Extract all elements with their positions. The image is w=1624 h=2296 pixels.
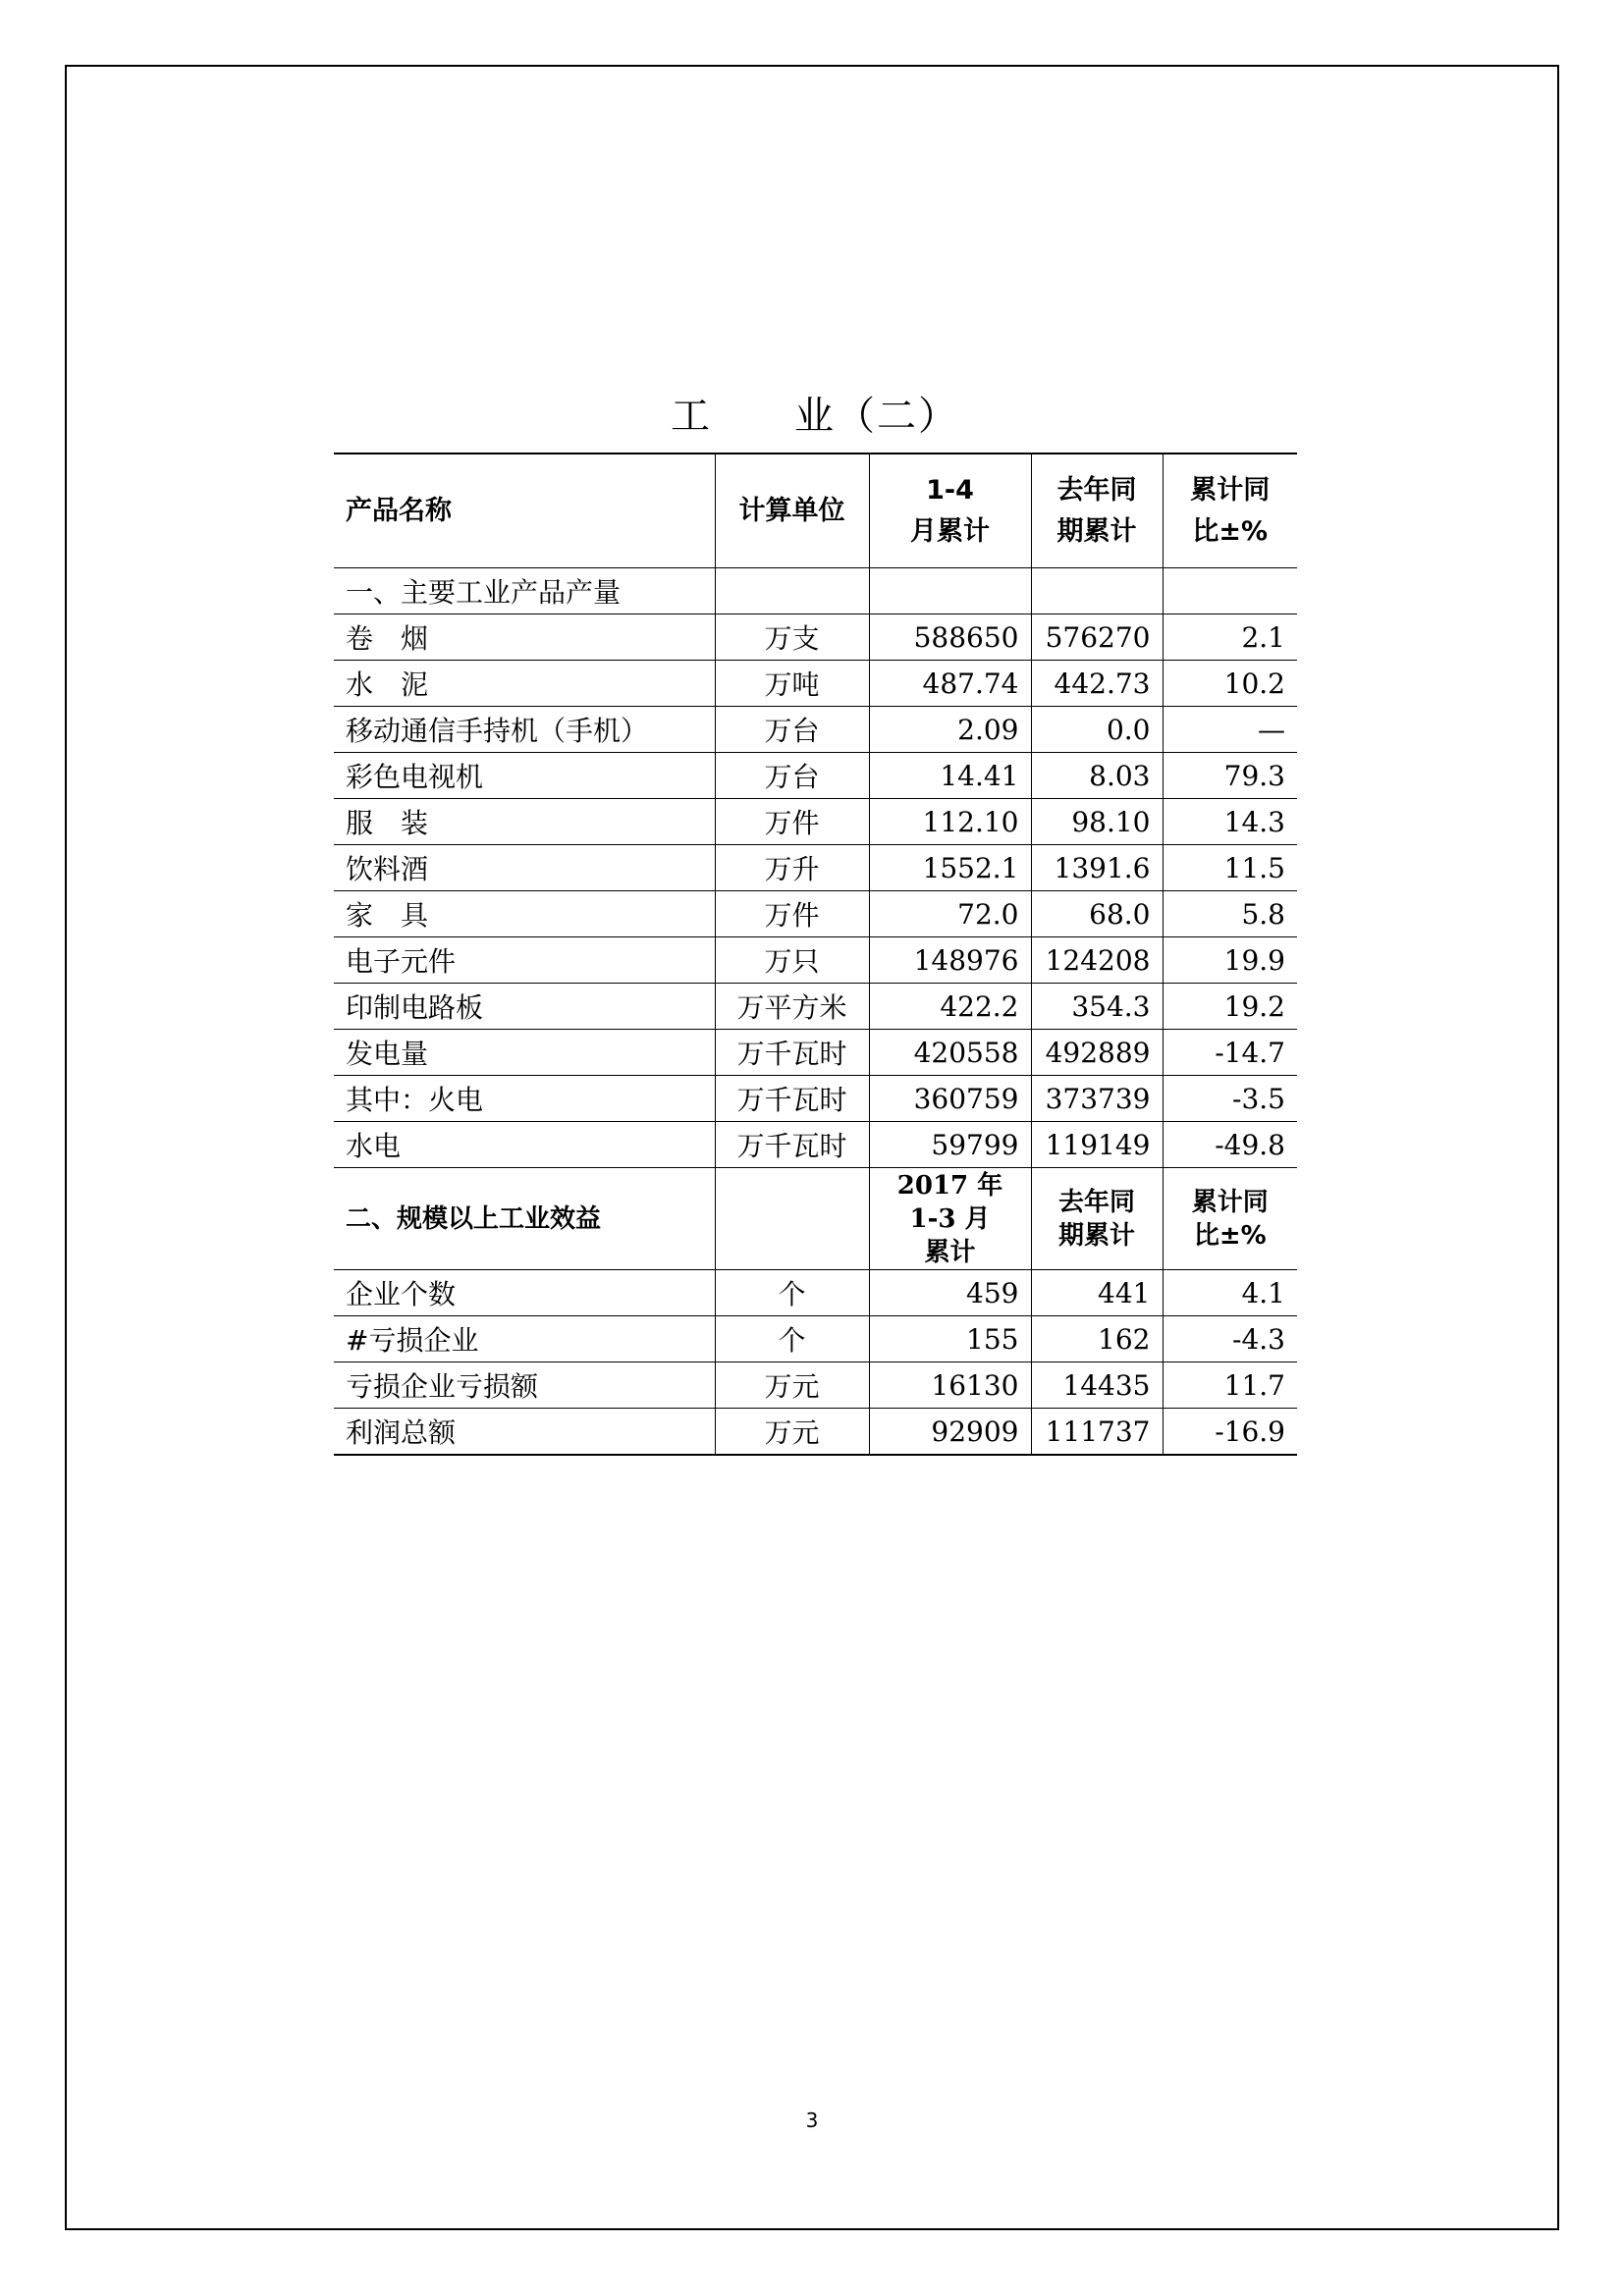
benefit-name: 企业个数 <box>334 1270 715 1316</box>
product-name: 卷 烟 <box>334 614 715 661</box>
unit: 万元 <box>715 1409 869 1456</box>
pct: — <box>1163 707 1297 753</box>
table-row <box>334 984 1297 1030</box>
pct: 79.3 <box>1163 753 1297 799</box>
last-year: 1391.6 <box>1031 845 1163 891</box>
last-year: 373739 <box>1031 1076 1163 1122</box>
product-name: 移动通信手持机（手机） <box>334 707 715 753</box>
unit: 万台 <box>715 753 869 799</box>
unit: 万只 <box>715 937 869 984</box>
header2-last-year <box>1031 1168 1163 1270</box>
header-last-line2: 期累计 <box>1056 515 1137 547</box>
pct: 11.5 <box>1163 845 1297 891</box>
header-name: 产品名称 <box>334 454 715 568</box>
table-header-row <box>334 454 1297 568</box>
header-period-line1: 1-4 <box>926 474 974 506</box>
product-name: 电子元件 <box>334 937 715 984</box>
pct: 4.1 <box>1163 1270 1297 1316</box>
unit: 万平方米 <box>715 984 869 1030</box>
last-year: 124208 <box>1031 937 1163 984</box>
pct: 10.2 <box>1163 661 1297 707</box>
last-year: 492889 <box>1031 1030 1163 1076</box>
header-period <box>869 454 1031 568</box>
value: 148976 <box>869 937 1031 984</box>
product-name: 水 泥 <box>334 661 715 707</box>
value: 92909 <box>869 1409 1031 1456</box>
unit: 万千瓦时 <box>715 1122 869 1168</box>
header-pct-line2: 比±% <box>1192 515 1269 547</box>
table-row <box>334 891 1297 937</box>
table-row <box>334 753 1297 799</box>
last-year: 119149 <box>1031 1122 1163 1168</box>
table-row <box>334 1270 1297 1316</box>
header-unit: 计算单位 <box>715 454 869 568</box>
header2-last-line2: 期累计 <box>1057 1220 1135 1251</box>
header2-period <box>869 1168 1031 1270</box>
product-name: 彩色电视机 <box>334 753 715 799</box>
pct: 14.3 <box>1163 799 1297 845</box>
table-row <box>334 1030 1297 1076</box>
table-row <box>334 1076 1297 1122</box>
page-title: 工 业（二） <box>671 394 959 439</box>
page-number: 3 <box>805 2109 819 2132</box>
header-pct-line1: 累计同 <box>1190 474 1271 506</box>
pct: -16.9 <box>1163 1409 1297 1456</box>
pct: 19.9 <box>1163 937 1297 984</box>
section2-title: 二、规模以上工业效益 <box>334 1168 715 1270</box>
unit: 万吨 <box>715 661 869 707</box>
pct: -14.7 <box>1163 1030 1297 1076</box>
table-row <box>334 799 1297 845</box>
unit: 个 <box>715 1316 869 1362</box>
value: 72.0 <box>869 891 1031 937</box>
value: 59799 <box>869 1122 1031 1168</box>
product-name: 饮料酒 <box>334 845 715 891</box>
unit: 万台 <box>715 707 869 753</box>
value: 1552.1 <box>869 845 1031 891</box>
table-row <box>334 1409 1297 1456</box>
pct: -3.5 <box>1163 1076 1297 1122</box>
value: 2.09 <box>869 707 1031 753</box>
value: 422.2 <box>869 984 1031 1030</box>
value: 588650 <box>869 614 1031 661</box>
benefit-name: 利润总额 <box>334 1409 715 1456</box>
last-year: 354.3 <box>1031 984 1163 1030</box>
product-name: 其中：火电 <box>334 1076 715 1122</box>
last-year: 8.03 <box>1031 753 1163 799</box>
header2-last-line1: 去年同 <box>1057 1187 1135 1217</box>
table-row <box>334 614 1297 661</box>
last-year: 68.0 <box>1031 891 1163 937</box>
unit: 个 <box>715 1270 869 1316</box>
value: 112.10 <box>869 799 1031 845</box>
pct: 5.8 <box>1163 891 1297 937</box>
table-row <box>334 937 1297 984</box>
last-year: 111737 <box>1031 1409 1163 1456</box>
value: 360759 <box>869 1076 1031 1122</box>
product-name: 家 具 <box>334 891 715 937</box>
value: 420558 <box>869 1030 1031 1076</box>
table-row <box>334 1362 1297 1409</box>
value: 155 <box>869 1316 1031 1362</box>
header2-pct <box>1163 1168 1297 1270</box>
pct: 11.7 <box>1163 1362 1297 1409</box>
unit: 万件 <box>715 799 869 845</box>
product-name: 服 装 <box>334 799 715 845</box>
last-year: 14435 <box>1031 1362 1163 1409</box>
header2-pct-line2: 比±% <box>1193 1220 1267 1251</box>
section-row <box>334 568 1297 614</box>
last-year: 441 <box>1031 1270 1163 1316</box>
section-title: 一、主要工业产品产量 <box>334 568 715 614</box>
last-year: 162 <box>1031 1316 1163 1362</box>
benefit-name: 亏损企业亏损额 <box>334 1362 715 1409</box>
benefit-name: #亏损企业 <box>334 1316 715 1362</box>
pct: -49.8 <box>1163 1122 1297 1168</box>
header2-pct-line1: 累计同 <box>1191 1187 1269 1217</box>
product-name: 印制电路板 <box>334 984 715 1030</box>
header-pct <box>1163 454 1297 568</box>
unit: 万支 <box>715 614 869 661</box>
unit: 万千瓦时 <box>715 1076 869 1122</box>
last-year: 442.73 <box>1031 661 1163 707</box>
table-row <box>334 707 1297 753</box>
table-row <box>334 661 1297 707</box>
pct: 2.1 <box>1163 614 1297 661</box>
section2-header-row <box>334 1168 1297 1270</box>
unit: 万千瓦时 <box>715 1030 869 1076</box>
pct: -4.3 <box>1163 1316 1297 1362</box>
unit: 万件 <box>715 891 869 937</box>
product-name: 水电 <box>334 1122 715 1168</box>
value: 14.41 <box>869 753 1031 799</box>
pct: 19.2 <box>1163 984 1297 1030</box>
last-year: 0.0 <box>1031 707 1163 753</box>
unit: 万元 <box>715 1362 869 1409</box>
last-year: 98.10 <box>1031 799 1163 845</box>
product-name: 发电量 <box>334 1030 715 1076</box>
last-year: 576270 <box>1031 614 1163 661</box>
header-last-year <box>1031 454 1163 568</box>
value: 487.74 <box>869 661 1031 707</box>
header2-period-line3: 累计 <box>924 1237 976 1267</box>
table-row <box>334 1316 1297 1362</box>
unit: 万升 <box>715 845 869 891</box>
value: 459 <box>869 1270 1031 1316</box>
table-row <box>334 845 1297 891</box>
table-row <box>334 1122 1297 1168</box>
value: 16130 <box>869 1362 1031 1409</box>
industry-table <box>334 453 1297 1456</box>
header2-period-line2: 1-3 月 <box>909 1203 991 1234</box>
header-last-line1: 去年同 <box>1056 474 1137 506</box>
header2-period-line1: 2017 年 <box>896 1170 1003 1201</box>
header-period-line2: 月累计 <box>910 515 990 547</box>
